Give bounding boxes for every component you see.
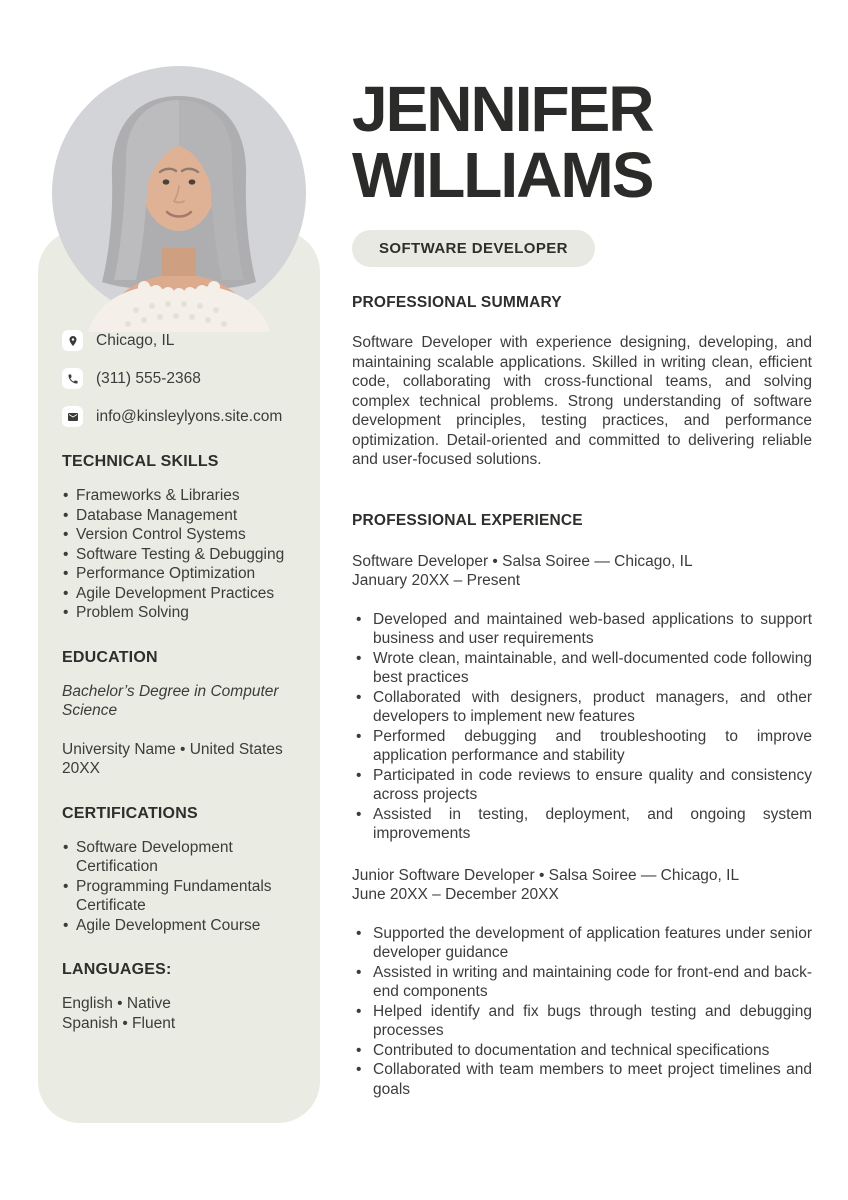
job-bullet: • Contributed to documentation and technical specifications	[352, 1041, 812, 1061]
contact-email	[62, 406, 300, 427]
skill-item: • Software Testing & Debugging	[62, 545, 300, 565]
job-bullet: • Assisted in writing and maintaining code for front-end and back-end components	[352, 963, 812, 1002]
certification-item: • Software Development Certification	[62, 838, 300, 877]
skills-heading: TECHNICAL SKILLS	[62, 453, 219, 470]
job-bullet: • Assisted in testing, deployment, and ongoing system improvements	[352, 805, 812, 844]
job-header	[352, 552, 812, 591]
portrait-illustration	[52, 66, 306, 332]
job-header	[352, 866, 812, 905]
job-bullet: • Helped identify and fix bugs through testing and debugging processes	[352, 1002, 812, 1041]
education-year: 20XX	[62, 760, 100, 777]
job-bullet-list	[352, 924, 812, 1100]
job-date-line: June 20XX – December 20XX	[352, 886, 559, 903]
certifications-list	[62, 838, 300, 936]
job-title-line: Junior Software Developer • Salsa Soiree — Chicago, IL	[352, 866, 740, 884]
education-heading: EDUCATION	[62, 648, 158, 666]
contact-phone	[62, 368, 300, 389]
contact-location	[62, 330, 300, 351]
candidate-name	[352, 73, 812, 211]
location-pin-icon	[62, 330, 83, 351]
phone-icon	[62, 368, 83, 389]
contact-email-text: info@kinsleylyons.site.com	[96, 407, 283, 425]
job-title-badge: SOFTWARE DEVELOPER	[352, 230, 595, 267]
skill-item: • Frameworks & Libraries	[62, 486, 300, 506]
first-name: JENNIFER	[352, 73, 653, 145]
last-name: WILLIAMS	[352, 139, 653, 211]
education-degree: Bachelor’s Degree in Computer Science	[62, 682, 279, 719]
certification-item: • Programming Fundamentals Certificate	[62, 877, 300, 916]
skill-item: • Problem Solving	[62, 603, 300, 623]
job-bullet: • Collaborated with designers, product managers, and other developers to implement new features	[352, 688, 812, 727]
contact-location-text: Chicago, IL	[96, 331, 175, 349]
experience-heading: PROFESSIONAL EXPERIENCE	[352, 511, 583, 529]
languages-heading: LANGUAGES:	[62, 961, 172, 978]
sidebar-content	[62, 330, 300, 1033]
job-title-line: Software Developer • Salsa Soiree — Chicago, IL	[352, 552, 693, 570]
education-school: University Name • United States	[62, 740, 283, 758]
main-column	[352, 0, 812, 1099]
contact-phone-text: (311) 555-2368	[96, 369, 201, 387]
language-item: Spanish • Fluent	[62, 1014, 176, 1032]
job-bullet-list	[352, 610, 812, 844]
job-bullet: • Collaborated with team members to meet project timelines and goals	[352, 1060, 812, 1099]
certifications-heading: CERTIFICATIONS	[62, 804, 198, 822]
skills-list	[62, 486, 300, 623]
email-icon	[62, 406, 83, 427]
job-bullet: • Performed debugging and troubleshooting to improve application performance and stability	[352, 727, 812, 766]
skill-item: • Database Management	[62, 506, 300, 526]
language-item: English • Native	[62, 995, 171, 1012]
job-date-line: January 20XX – Present	[352, 572, 521, 589]
summary-heading: PROFESSIONAL SUMMARY	[352, 294, 562, 311]
profile-photo	[52, 66, 306, 332]
skill-item: • Agile Development Practices	[62, 584, 300, 604]
skill-item: • Version Control Systems	[62, 525, 300, 545]
job-bullet: • Supported the development of application features under senior developer guidance	[352, 924, 812, 963]
job-bullet: • Wrote clean, maintainable, and well-documented code following best practices	[352, 649, 812, 688]
job-bullet: • Participated in code reviews to ensure quality and consistency across projects	[352, 766, 812, 805]
skill-item: • Performance Optimization	[62, 564, 300, 584]
summary-paragraph: Software Developer with experience designing, developing, and maintaining scalable applications. Skilled in writing clean, efficient code, collaborating with cross-functional teams, and solving complex technical problems. Strong understanding of software development principles, testing practices, and performance optimization. Detail-oriented and committed to delivering reliable and user-focused solutions.	[352, 334, 812, 468]
job-bullet: • Developed and maintained web-based applications to support business and user requirements	[352, 610, 812, 649]
certification-item: • Agile Development Course	[62, 916, 300, 936]
